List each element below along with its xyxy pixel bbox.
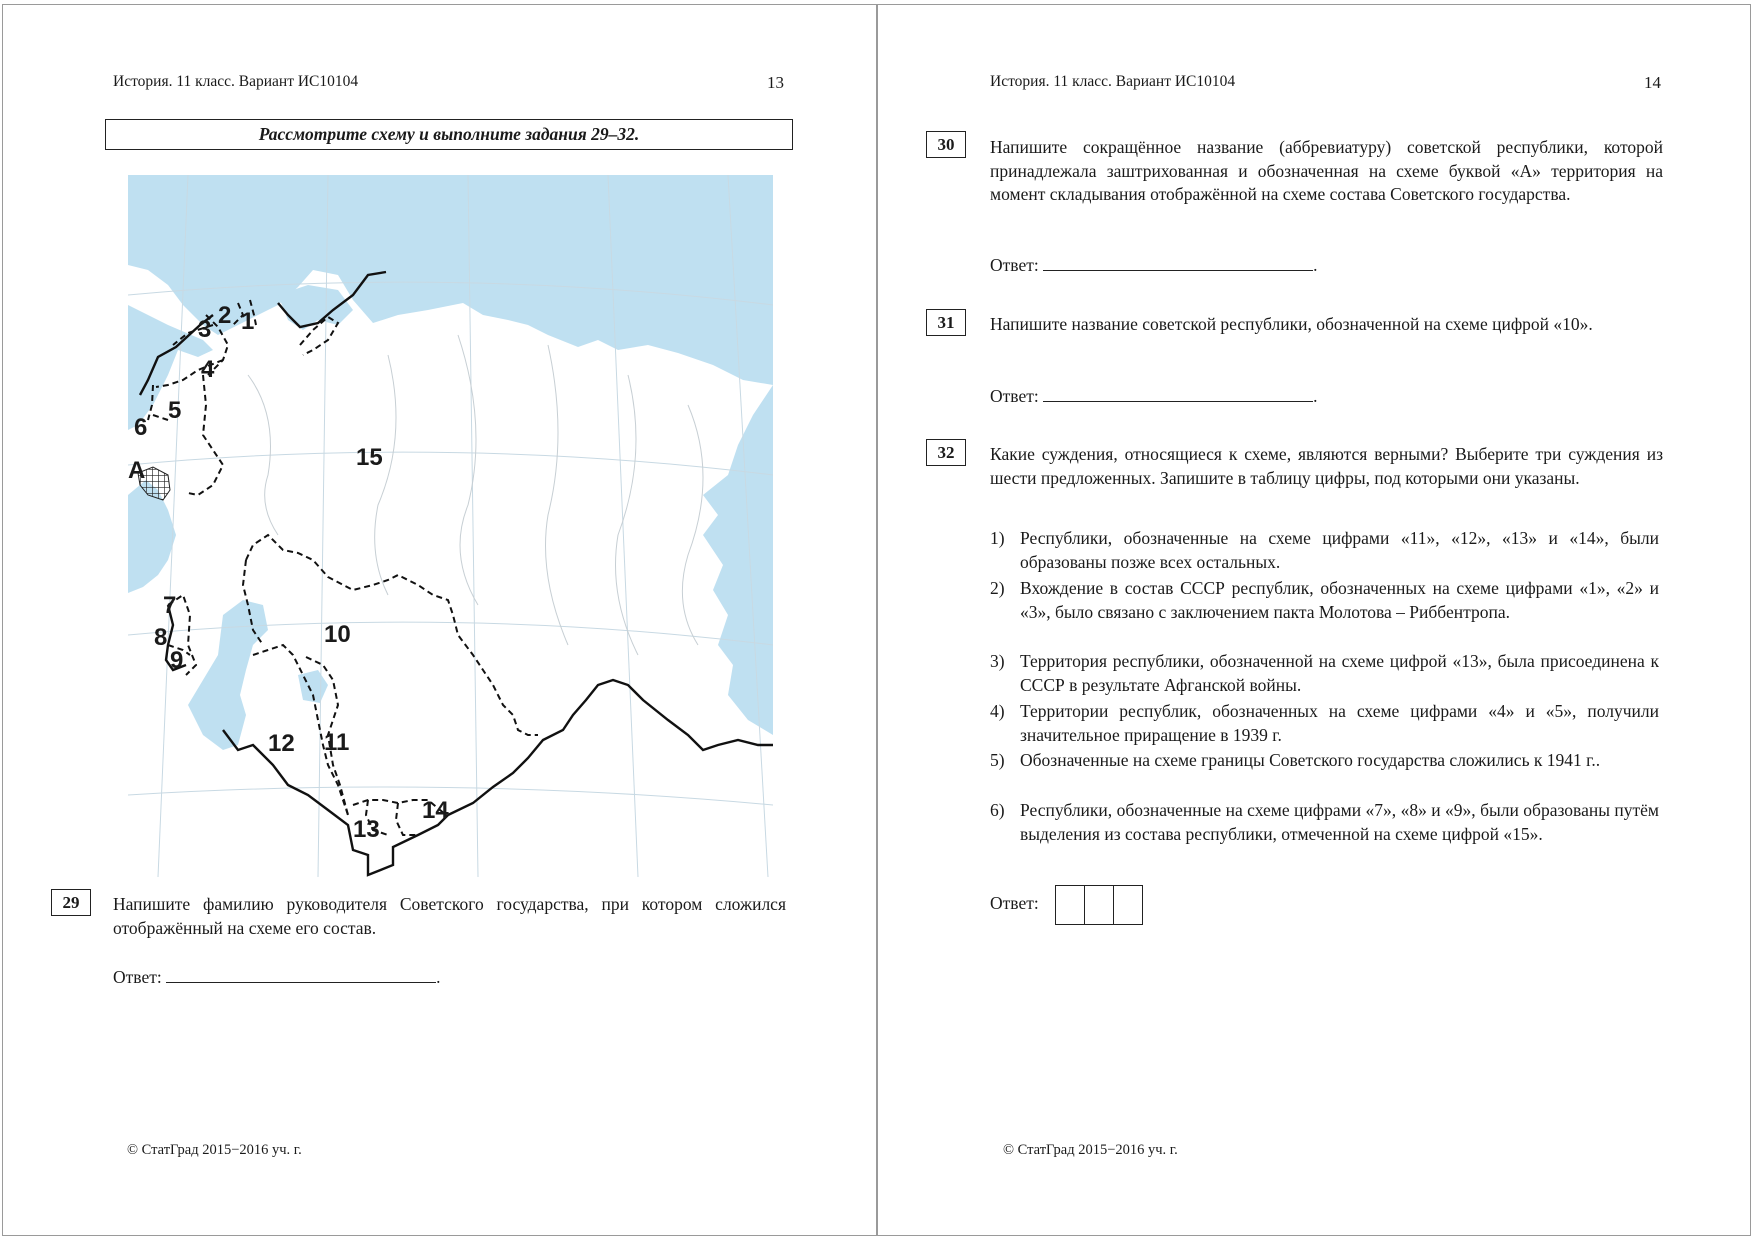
page-footer: © СтатГрад 2015−2016 уч. г. bbox=[1003, 1142, 1178, 1158]
option-number: 6) bbox=[990, 800, 1005, 820]
question-30-number: 30 bbox=[926, 131, 966, 158]
option-text: Республики, обозначенные на схеме цифрами «7», «8» и «9», были образованы путём выделения из состава республики, отмеченной на схеме цифрой «15». bbox=[1020, 800, 1659, 844]
question-30-answer: Ответ: . bbox=[990, 255, 1318, 275]
option-6 bbox=[990, 799, 1659, 846]
option-number: 4) bbox=[990, 701, 1005, 721]
ussr-schematic-map bbox=[128, 175, 773, 877]
map-label-14: 14 bbox=[422, 797, 449, 824]
option-3 bbox=[990, 650, 1659, 697]
page-header: История. 11 класс. Вариант ИС10104 bbox=[113, 73, 359, 90]
map-label-13: 13 bbox=[353, 816, 380, 843]
option-number: 2) bbox=[990, 578, 1005, 598]
map-label-8: 8 bbox=[154, 624, 168, 651]
option-text: Обозначенные на схеме границы Советского государства сложились к 1941 г.. bbox=[1020, 750, 1601, 770]
page-number: 13 bbox=[767, 73, 784, 92]
answer-cell-2[interactable] bbox=[1085, 886, 1114, 924]
answer-30-input[interactable] bbox=[1043, 254, 1313, 271]
page-number: 14 bbox=[1644, 73, 1661, 92]
instruction-box: Рассмотрите схему и выполните задания 29–32. bbox=[105, 119, 793, 150]
map-label-6: 6 bbox=[134, 414, 148, 441]
answer-label: Ответ: bbox=[113, 967, 162, 987]
map-label-11: 11 bbox=[324, 729, 350, 756]
answer-31-input[interactable] bbox=[1043, 385, 1313, 402]
question-29-text: Напишите фамилию руководителя Советского государства, при котором сложился отображённый на схеме его состав. bbox=[113, 894, 786, 938]
question-30-text: Напишите сокращённое название (аббревиатуру) советской республики, которой принадлежала заштрихованная и обозначенная на схеме буквой «А» территория на момент складывания отображённой на схеме состава Советского государства. bbox=[990, 137, 1663, 204]
answer-cell-3[interactable] bbox=[1114, 886, 1142, 924]
question-31-answer: Ответ: . bbox=[990, 386, 1318, 406]
answer-32-table bbox=[1055, 885, 1143, 925]
option-4 bbox=[990, 700, 1659, 747]
answer-cell-1[interactable] bbox=[1056, 886, 1085, 924]
option-5 bbox=[990, 749, 1659, 773]
option-text: Территория республики, обозначенной на схеме цифрой «13», была присоединена к СССР в результате Афганской войны. bbox=[1020, 651, 1659, 695]
map-label-a: A bbox=[128, 457, 146, 484]
right-page bbox=[877, 4, 1751, 1236]
question-32-answer bbox=[990, 885, 1143, 925]
page-header: История. 11 класс. Вариант ИС10104 bbox=[990, 73, 1236, 90]
question-29-number: 29 bbox=[51, 889, 91, 916]
answer-label: Ответ: bbox=[990, 893, 1039, 914]
map-label-9: 9 bbox=[170, 647, 184, 674]
option-text: Вхождение в состав СССР республик, обозначенных на схеме цифрами «1», «2» и «3», было связано с заключением пакта Молотова – Риббентропа. bbox=[1020, 578, 1659, 622]
map-label-7: 7 bbox=[163, 592, 177, 619]
left-page bbox=[2, 4, 877, 1236]
map-label-4: 4 bbox=[201, 356, 215, 383]
option-number: 1) bbox=[990, 528, 1005, 548]
answer-label: Ответ: bbox=[990, 255, 1039, 275]
map-label-1: 1 bbox=[241, 308, 255, 335]
map-label-2: 2 bbox=[218, 302, 232, 329]
map-label-12: 12 bbox=[268, 730, 295, 757]
question-31-number: 31 bbox=[926, 309, 966, 336]
answer-label: Ответ: bbox=[990, 386, 1039, 406]
answer-29-input[interactable] bbox=[166, 966, 436, 983]
question-32-text: Какие суждения, относящиеся к схеме, являются верными? Выберите три суждения из шести предложенных. Запишите в таблицу цифры, под которыми они указаны. bbox=[990, 444, 1663, 488]
page-footer: © СтатГрад 2015−2016 уч. г. bbox=[127, 1142, 302, 1158]
option-text: Территории республик, обозначенных на схеме цифрами «4» и «5», получили значительное приращение в 1939 г. bbox=[1020, 701, 1659, 745]
map-label-5: 5 bbox=[168, 397, 182, 424]
option-text: Республики, обозначенные на схеме цифрами «11», «12», «13» и «14», были образованы позже всех остальных. bbox=[1020, 528, 1659, 572]
question-31-text: Напишите название советской республики, обозначенной на схеме цифрой «10». bbox=[990, 314, 1593, 334]
question-32-number: 32 bbox=[926, 439, 966, 466]
option-number: 5) bbox=[990, 750, 1005, 770]
map-label-10: 10 bbox=[324, 621, 351, 648]
option-2 bbox=[990, 577, 1659, 624]
option-number: 3) bbox=[990, 651, 1005, 671]
question-29-answer: Ответ: . bbox=[113, 967, 441, 987]
option-1 bbox=[990, 527, 1659, 574]
map-label-15: 15 bbox=[356, 444, 383, 471]
map-label-3: 3 bbox=[198, 316, 212, 343]
